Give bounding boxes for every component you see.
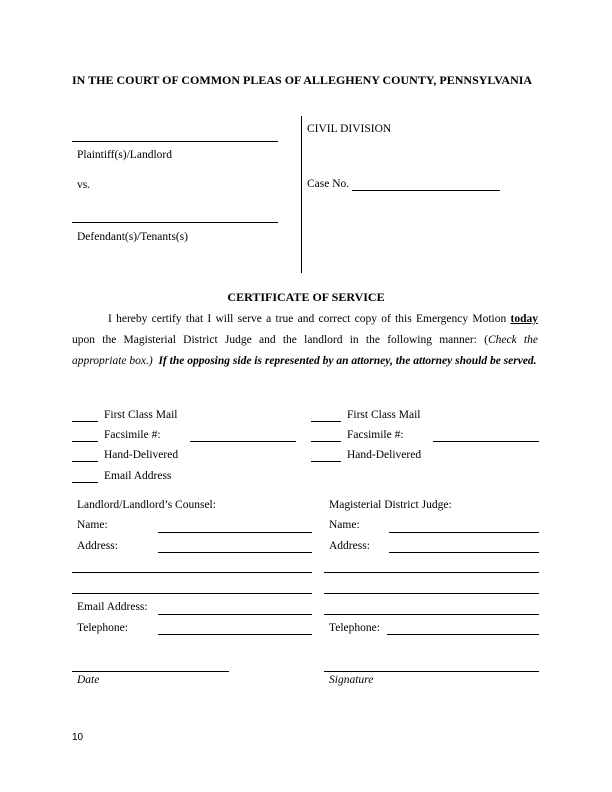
vs-label: vs. — [77, 179, 91, 191]
plaintiff-line[interactable] — [72, 141, 278, 142]
facsimile-left-field[interactable] — [190, 441, 296, 442]
court-title: IN THE COURT OF COMMON PLEAS OF ALLEGHENY COUNTY, PENNSYLVANIA — [72, 73, 533, 87]
landlord-telephone-label: Telephone: — [77, 622, 128, 634]
first-class-mail-right-label: First Class Mail — [347, 409, 421, 421]
facsimile-right-field[interactable] — [433, 441, 539, 442]
facsimile-right-label: Facsimile #: — [347, 429, 404, 441]
facsimile-left-label: Facsimile #: — [104, 429, 161, 441]
judge-address-label: Address: — [329, 540, 370, 552]
judge-name-field[interactable] — [389, 532, 539, 533]
judge-telephone-field[interactable] — [387, 634, 539, 635]
plaintiff-label: Plaintiff(s)/Landlord — [77, 149, 172, 161]
certificate-paragraph — [72, 309, 538, 372]
landlord-heading: Landlord/Landlord’s Counsel: — [77, 499, 216, 511]
checkbox-hand-delivered-right[interactable] — [311, 461, 341, 462]
landlord-email-label: Email Address: — [77, 601, 148, 613]
date-label: Date — [77, 674, 100, 686]
signature-label: Signature — [329, 674, 374, 686]
judge-address-field-2[interactable] — [324, 572, 539, 573]
cert-text-bold-italic: If the opposing side is represented by an attorney, the attorney should be served. — [158, 355, 537, 367]
landlord-address-field-1[interactable] — [158, 552, 312, 553]
case-number-field[interactable] — [352, 190, 500, 191]
landlord-email-field[interactable] — [158, 614, 312, 615]
cert-text-italic: Check the appropriate box.) — [72, 334, 538, 367]
civil-division: CIVIL DIVISION — [307, 123, 392, 135]
checkbox-email-address-left[interactable] — [72, 482, 98, 483]
landlord-name-label: Name: — [77, 519, 108, 531]
judge-telephone-label: Telephone: — [329, 622, 380, 634]
email-address-left-label: Email Address — [104, 470, 172, 482]
judge-address-field-4[interactable] — [324, 614, 539, 615]
judge-name-label: Name: — [329, 519, 360, 531]
cert-today: today — [510, 313, 538, 325]
date-field[interactable] — [72, 671, 229, 672]
landlord-address-field-2[interactable] — [72, 572, 312, 573]
judge-address-field-1[interactable] — [389, 552, 539, 553]
case-number-label: Case No. — [307, 178, 350, 190]
caption-divider — [301, 116, 302, 273]
first-class-mail-left-label: First Class Mail — [104, 409, 178, 421]
checkbox-facsimile-left[interactable] — [72, 441, 98, 442]
cert-text-2: upon the Magisterial District Judge and the landlord in the following manner: ( — [72, 334, 488, 346]
checkbox-first-class-mail-right[interactable] — [311, 421, 341, 422]
defendant-label: Defendant(s)/Tenants(s) — [77, 231, 188, 243]
page-number: 10 — [72, 732, 84, 743]
checkbox-facsimile-right[interactable] — [311, 441, 341, 442]
landlord-telephone-field[interactable] — [158, 634, 312, 635]
landlord-address-field-3[interactable] — [72, 593, 312, 594]
judge-heading: Magisterial District Judge: — [329, 499, 452, 511]
landlord-address-label: Address: — [77, 540, 118, 552]
hand-delivered-right-label: Hand-Delivered — [347, 449, 422, 461]
checkbox-first-class-mail-left[interactable] — [72, 421, 98, 422]
defendant-line[interactable] — [72, 222, 278, 223]
certificate-title: CERTIFICATE OF SERVICE — [227, 290, 385, 304]
signature-field[interactable] — [324, 671, 539, 672]
checkbox-hand-delivered-left[interactable] — [72, 461, 98, 462]
landlord-name-field[interactable] — [158, 532, 312, 533]
hand-delivered-left-label: Hand-Delivered — [104, 449, 179, 461]
judge-address-field-3[interactable] — [324, 593, 539, 594]
cert-text-1: I hereby certify that I will serve a true and correct copy of this Emergency Motion — [108, 313, 511, 325]
